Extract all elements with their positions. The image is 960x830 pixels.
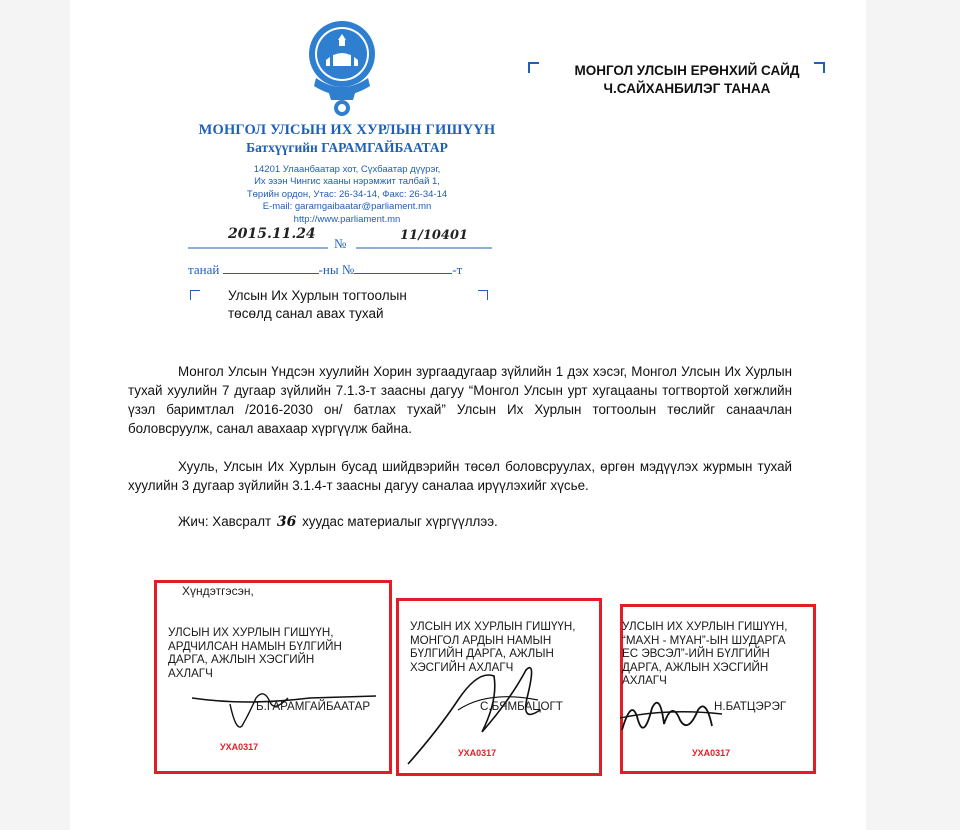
letterhead-name: Батхүүгийн ГАРАМГАЙБААТАР <box>246 140 448 155</box>
signature-block-3 <box>622 620 787 688</box>
signature-title-line: БҮЛГИЙН ДАРГА, АЖЛЫН <box>410 647 554 661</box>
address-line: Их эзэн Чингис хааны нэрэмжит талбай 1, <box>254 176 440 188</box>
body-paragraph: Хууль, Улсын Их Хурлын бусад шийдвэрийн төсөл боловсруулах, өргөн мэдүүлэх журмын тухай хуулийн 3 дугаар зүйлийн 3.1.4-т заасны дагуу саналаа ирүүлэхийг хүсье. <box>128 459 792 493</box>
subject-line: төсөлд санал авах тухай <box>228 306 384 321</box>
signatory-name: Н.БАТЦЭРЭГ <box>714 700 787 713</box>
signature-title-line: УЛСЫН ИХ ХУРЛЫН ГИШҮҮН, <box>410 620 576 633</box>
handwritten-signature-3 <box>618 690 728 746</box>
stamp-code: УХА0317 <box>458 748 497 758</box>
address-line: 14201 Улаанбаатар хот, Сүхбаатар дүүрэг, <box>253 164 441 175</box>
subject-line: Улсын Их Хурлын тогтоолын <box>228 288 407 303</box>
signature-title-line: АРДЧИЛСАН НАМЫН БҮЛГИЙН <box>168 639 342 653</box>
stamp-code: УХА0317 <box>220 742 259 752</box>
greeting: Хүндэтгэсэн, <box>182 584 254 598</box>
stamp-code: УХА0317 <box>692 748 731 758</box>
enclosure-count: 36 <box>276 514 297 530</box>
ref-middle: -ны № <box>318 262 355 277</box>
ref-prefix: танай <box>188 262 220 277</box>
letterhead-title: МОНГОЛ УЛСЫН ИХ ХУРЛЫН ГИШҮҮН <box>198 122 496 138</box>
address-line: Төрийн ордон, Утас: 26-34-14, Факс: 26-34-14 <box>246 188 448 200</box>
ref-blank <box>223 263 319 274</box>
email-line: E-mail: garamgaibaatar@parliament.mn <box>262 201 432 213</box>
subject <box>228 287 407 323</box>
signature-title-line: ХЭСГИЙН АХЛАГЧ <box>410 660 514 674</box>
signature-title-line: УЛСЫН ИХ ХУРЛЫН ГИШҮҮН, <box>168 626 334 639</box>
handwritten-date: 2015.11.24 <box>228 226 316 242</box>
enclosure-prefix: Жич: Хавсралт <box>178 514 272 529</box>
signatory-name: Б.ГАРАМГАЙБААТАР <box>256 700 371 713</box>
document-page <box>70 0 866 830</box>
signature-title-line: ЕС ЭВСЭЛ”-ИЙН БҮЛГИЙН <box>622 647 770 661</box>
signature-title-line: АХЛАГЧ <box>168 666 213 680</box>
addressee-line: Ч.САЙХАНБИЛЭГ ТАНАА <box>603 81 771 96</box>
subject-bracket-right <box>478 290 488 300</box>
enclosure-suffix: хуудас материалыг хүргүүллээ. <box>302 514 498 529</box>
signature-title-line: МОНГОЛ АРДЫН НАМЫН <box>410 633 552 647</box>
addressee-line: МОНГОЛ УЛСЫН ЕРӨНХИЙ САЙД <box>574 63 800 78</box>
ref-suffix: -т <box>452 262 463 277</box>
body-paragraph: Монгол Улсын Үндсэн хуулийн Хорин зургаадугаар зүйлийн 1 дэх хэсэг, Монгол Улсын Их Хурлын тухай хуулийн 7 дугаар зүйлийн 7.1.3-т заасны дагуу “Монгол Улсын урт хугацааны тогтвортой хөгжлийн үзэл баримтлал /2016-2030 он/ батлах тухай” Улсын Их Хурлын тогтоолын төслийг санаачлан боловсруулж, санал авахаар хүргүүлж байна. <box>128 364 792 436</box>
signature-title-line: АХЛАГЧ <box>622 674 667 688</box>
state-emblem-icon <box>302 14 382 122</box>
signature-title-line: УЛСЫН ИХ ХУРЛЫН ГИШҮҮН, <box>622 620 788 633</box>
letterhead-address <box>182 164 512 226</box>
signature-title-line: ДАРГА, АЖЛЫН ХЭСГИЙН <box>622 660 769 674</box>
number-label: № <box>334 236 347 251</box>
letter-body <box>128 362 792 514</box>
subject-bracket-left <box>190 290 200 300</box>
addressee <box>532 62 842 98</box>
website-line: http://www.parliament.mn <box>293 213 401 225</box>
signatory-name: С.БЯМБАЦОГТ <box>480 700 563 713</box>
enclosure-note <box>178 514 498 530</box>
handwritten-signature-1 <box>190 668 380 738</box>
reference-line <box>188 262 462 278</box>
ref-blank <box>354 263 452 274</box>
signature-title-line: “МАХН - МҮАН”-ЫН ШУДАРГА <box>622 633 786 647</box>
handwritten-number: 11/10401 <box>400 228 469 243</box>
signature-title-line: ДАРГА, АЖЛЫН ХЭСГИЙН <box>168 653 315 667</box>
